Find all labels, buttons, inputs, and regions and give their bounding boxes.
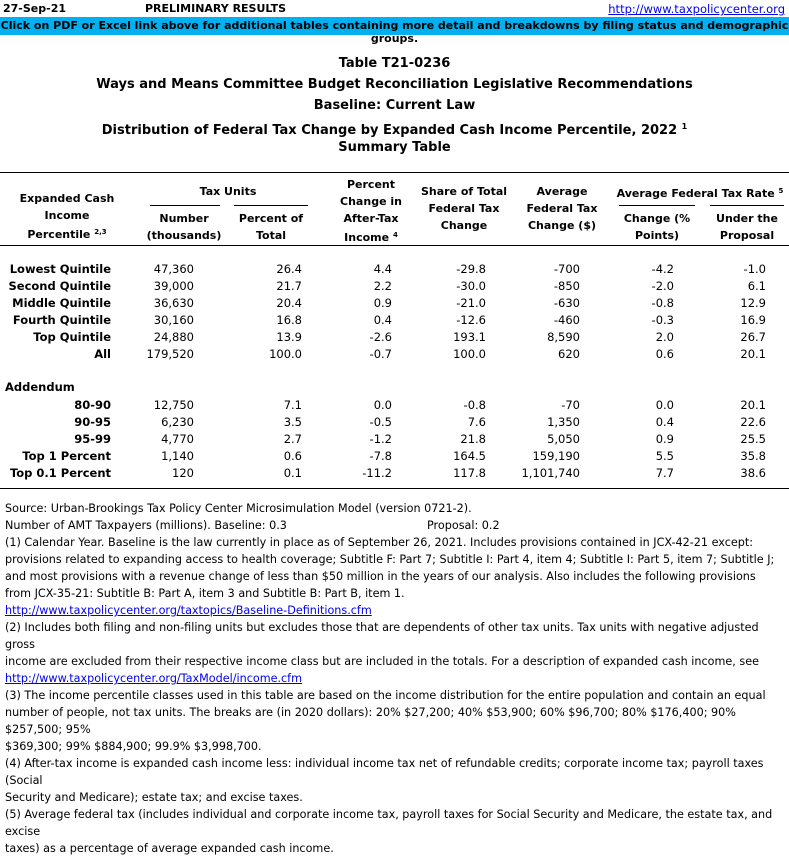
footnote-5-line-1: (5) Average federal tax (includes individual and corporate income tax, payroll taxes for Social Security and Medicare, the estate tax, and excise [5, 808, 773, 838]
table-bottom-rule [0, 488, 789, 489]
income-definition-link[interactable]: http://www.taxpolicycenter.org/TaxModel/income.cfm [5, 672, 303, 685]
footnote-3-line-2: number of people, not tax units. The breaks are (in 2020 dollars): 20% $27,200; 40% $53,900; 60% $96,700; 80% $176,400; 90% $257,500; 95% [5, 706, 736, 736]
col-header-rate-change: Change (% Points) [623, 212, 691, 242]
col-header-pct-total: Percent of Total [238, 212, 304, 242]
table-titles [0, 53, 789, 158]
preliminary-label: PRELIMINARY RESULTS [145, 2, 287, 15]
addendum-row: 80-90 12,750 7.1 0.0 -0.8 -70 0.0 20.1 [74, 398, 766, 412]
amt-note: Number of AMT Taxpayers (millions). Baseline: 0.3 Proposal: 0.2 [5, 519, 500, 532]
title-line-4: Summary Table [338, 140, 451, 155]
table-row: Second Quintile 39,000 21.7 2.2 -30.0 -850 -2.0 6.1 [8, 279, 766, 293]
addendum-row: 90-95 6,230 3.5 -0.5 7.6 1,350 0.4 22.6 [74, 415, 766, 429]
footnote-1-line-4: from JCX-35-21: Subtitle B: Part A, item 3 and Subtitle B: Part B, item 1. [5, 587, 405, 600]
footnote-2-line-2: income are excluded from their respective income class but are included in the totals. For a description of expanded cash income, see [5, 655, 759, 668]
footnote-1-line-3: and most provisions with a revenue change of less than $50 million in the years of our analysis. Also includes the following provisions [5, 570, 756, 583]
title-line-3-text: Distribution of Federal Tax Change by Expanded Cash Income Percentile, 2022 [101, 123, 678, 138]
col-header-percentile: Expanded Cash Income Percentile $^{2,3}$ [19, 192, 115, 241]
footnote-1-line-1: (1) Calendar Year. Baseline is the law currently in place as of September 26, 2021. Includes provisions contained in JCX-42-21 except: [5, 536, 753, 549]
addendum-row: Top 1 Percent 1,140 0.6 -7.8 164.5 159,190 5.5 35.8 [22, 449, 766, 463]
footnote-3-line-3: $369,300; 99% $884,900; 99.9% $3,998,700. [5, 740, 262, 753]
col-header-share: Share of Total Federal Tax Change [420, 185, 508, 232]
tax-units-underline-2 [234, 205, 308, 206]
header-top-rule [0, 172, 789, 173]
col-header-rate-under: Under the Proposal [716, 212, 778, 242]
rate-underline-2 [710, 205, 784, 206]
footnote-4-line-1: (4) After-tax income is expanded cash income less: individual income tax net of refundable credits; corporate income tax; payroll taxes (Social [5, 757, 764, 787]
taxpolicycenter-link[interactable]: http://www.taxpolicycenter.org [608, 2, 785, 16]
addendum-row: 95-99 4,770 2.7 -1.2 21.8 5,050 0.9 25.5 [74, 432, 766, 446]
col-header-avg-rate: Average Federal Tax Rate $^5$ [616, 187, 784, 200]
title-footnote-ref: 1 [681, 122, 688, 131]
table-row-all: All 179,520 100.0 -0.7 100.0 620 0.6 20.1 [94, 347, 766, 361]
table-row: Lowest Quintile 47,360 26.4 4.4 -29.8 -700 -4.2 -1.0 [9, 262, 766, 276]
info-banner [0, 17, 789, 45]
release-date: 27-Sep-21 [3, 2, 67, 15]
title-line-1: Ways and Means Committee Budget Reconciliation Legislative Recommendations [96, 77, 693, 92]
col-header-pct-change: Percent Change in After-Tax Income $^4$ [340, 178, 402, 244]
footnote-2-line-1: (2) Includes both filing and non-filing units but excludes those that are dependents of other tax units. Tax units with negative adjusted gross [5, 621, 759, 651]
source-note: Source: Urban-Brookings Tax Policy Center Microsimulation Model (version 0721-2). [5, 502, 472, 515]
table-row: Middle Quintile 36,630 20.4 0.9 -21.0 -630 -0.8 12.9 [12, 296, 766, 310]
table-id: Table T21-0236 [338, 56, 451, 71]
tax-units-underline-1 [150, 205, 220, 206]
footnote-4-line-2: Security and Medicare); estate tax; and excise taxes. [5, 791, 303, 804]
footnote-1-line-2: provisions related to expanding access to health coverage; Subtitle F: Part 7; Subtitle I: Part 4, item 4; Subtitle I: Part 5, item 7; Subtitle J; [5, 553, 775, 566]
addendum-label: Addendum [5, 380, 75, 394]
top-bar [0, 0, 789, 17]
footnotes [5, 500, 785, 857]
table-row: Top Quintile 24,880 13.9 -2.6 193.1 8,590 2.0 26.7 [33, 330, 766, 344]
footnote-3-line-1: (3) The income percentile classes used in this table are based on the income distribution for the entire population and contain an equal [5, 689, 766, 702]
col-header-tax-units: Tax Units [199, 185, 257, 198]
rate-underline-1 [619, 205, 695, 206]
addendum-row: Top 0.1 Percent 120 0.1 -11.2 117.8 1,101,740 7.7 38.6 [9, 466, 766, 480]
col-header-avg-change: Average Federal Tax Change ($) [526, 185, 598, 232]
title-line-3 [0, 116, 789, 137]
table-row: Fourth Quintile 30,160 16.8 0.4 -12.6 -460 -0.3 16.9 [12, 313, 766, 327]
footnote-5-line-2: taxes) as a percentage of average expanded cash income. [5, 842, 334, 855]
col-header-number: Number (thousands) [146, 212, 222, 242]
title-line-2: Baseline: Current Law [313, 98, 476, 113]
banner-text: Click on PDF or Excel link above for additional tables containing more detail and breakdowns by filing status and demographic groups. [0, 19, 789, 45]
baseline-definitions-link[interactable]: http://www.taxpolicycenter.org/taxtopics/Baseline-Definitions.cfm [5, 604, 372, 617]
